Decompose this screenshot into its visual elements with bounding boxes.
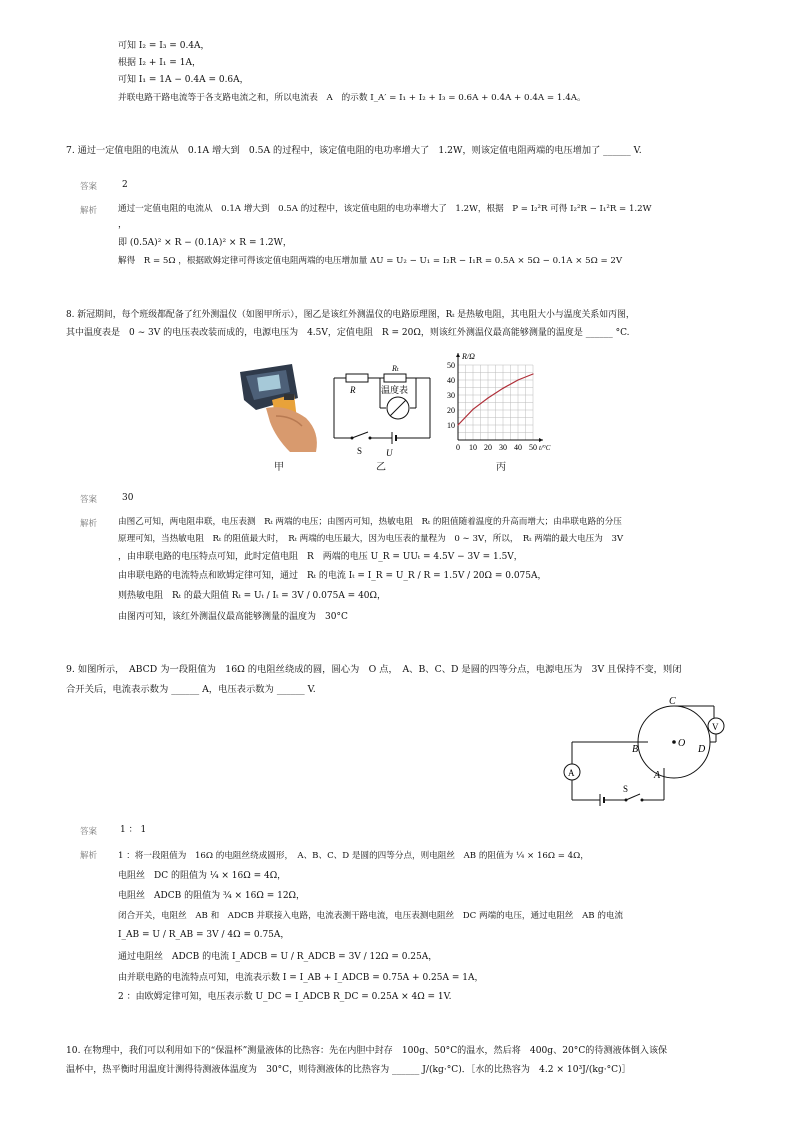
q9-analysis-3: 电阻丝 ADCB 的阻值为 ¾ × 16Ω = 12Ω， [118,891,306,901]
chart-y-tick-label: 30 [447,391,455,400]
q8-analysis-6: 由图丙可知，该红外测温仪最高能够测量的温度为 30°C [118,612,348,622]
chart-point [457,424,458,425]
chart-x-arrow [539,438,543,442]
q9-analysis-5: I_AB = U / R_AB = 3V / 4Ω = 0.75A， [118,930,290,940]
chart-x-tick-label: 20 [484,443,492,452]
point-a-label: A [654,770,661,781]
q8-question-1: 8. 新冠期间，每个班级都配备了红外测温仪（如图甲所示），图乙是该红外测温仪的电路原理图，Rₜ 是热敏电阻，其电阻大小与温度关系如丙图， [66,310,635,320]
q8-analysis-1: 由图乙可知，两电阻串联，电压表测 Rₜ 两端的电压；由图丙可知，热敏电阻 Rₜ 的阻值随着温度的升高而增大；由串联电路的分压 [118,517,622,527]
q7-question: 7. 通过一定值电阻的电流从 0.1A 增大到 0.5A 的过程中，该定值电阻的电功率增大了 1.2W，则该定值电阻两端的电压增加了 ______ V. [66,145,642,156]
chart-y-tick-label: 20 [447,406,455,415]
q9-analysis-7: 由并联电路的电流特点可知，电流表示数 I = I_AB + I_ADCB = 0.75A + 0.25A = 1A， [118,973,484,983]
q9-answer-label: 答案 [80,827,98,837]
ammeter-label: A [568,768,575,778]
q7-analysis-4: 解得 R = 5Ω ，根据欧姆定律可得该定值电阻两端的电压增加量 ΔU = U₂ − U₁ = I₂R − I₁R = 0.5A × 5Ω − 0.1A × 5Ω = 2V [118,256,623,266]
chart-x-axis-label: t/°C [539,444,551,452]
q9-analysis-1: 1 ：将一段阻值为 16Ω 的电阻丝绕成圆形， A、B、C、D 是圆的四等分点，则电阻丝 AB 的阻值为 ¼ × 16Ω = 4Ω， [118,851,589,861]
fig-label-jia: 甲 [274,462,284,473]
chart-x-tick-label: 40 [514,443,522,452]
q9-analysis-8: 2 ：由欧姆定律可知，电压表示数 U_DC = I_ADCB R_DC = 0.25A × 4Ω = 1V. [118,992,452,1002]
source-u-label: U [386,448,393,458]
top-line-1: 可知 I₂ = I₃ = 0.4A， [118,41,210,51]
thermo-meter-label: 温度表 [381,385,409,395]
top-line-3: 可知 I₁ = 1A − 0.4A = 0.6A， [118,75,249,85]
q9-question-2: 合开关后，电流表示数为 ______ A，电压表示数为 ______ V. [66,684,316,695]
point-c-label: C [669,696,676,707]
fig-label-bing: 丙 [496,462,506,473]
switch-s-label-2: S [623,784,629,794]
q9-answer: 1 ： 1 [120,825,147,835]
chart-point [472,409,473,410]
chart-x-tick-label: 30 [499,443,507,452]
q7-analysis-2: ， [118,220,128,230]
q8-question-2: 其中温度表是 0 ∼ 3V 的电压表改装而成的，电源电压为 4.5V，定值电阻 R = 20Ω，则该红外测温仪最高能够测量的温度是 ______ °C. [66,328,630,338]
top-line-2: 根据 I₂ + I₁ = 1A， [118,58,201,68]
q9-analysis-6: 通过电阻丝 ADCB 的电流 I_ADCB = U / R_ADCB = 3V / 12Ω = 0.25A， [118,952,438,962]
q8-analysis-5: 则热敏电阻 Rₜ 的最大阻值 Rₜ = Uₜ / Iₜ = 3V / 0.075A = 40Ω， [118,591,386,601]
q9-analysis-2: 电阻丝 DC 的阻值为 ¼ × 16Ω = 4Ω， [118,871,287,881]
chart-x-tick-label: 50 [529,443,537,452]
chart-point [487,397,488,398]
q10-question-2: 温杯中，热平衡时用温度计测得待测液体温度为 30°C，则待测液体的比热容为 ______ J/(kg·°C)．［水的比热容为 4.2 × 10³J/(kg·°C)］ [66,1065,631,1075]
fig-label-yi: 乙 [376,462,386,473]
resistance-temperature-chart [434,342,564,460]
point-b-label: B [632,744,639,755]
chart-x-tick-label: 0 [456,443,460,452]
q8-analysis-3: ，由串联电路的电压特点可知，此时定值电阻 R 两端的电压 U_R = UUₜ = 4.5V − 3V = 1.5V， [118,552,523,562]
chart-point [502,388,503,389]
q7-analysis-1: 通过一定值电阻的电流从 0.1A 增大到 0.5A 的过程中，该定值电阻的电功率增大了 1.2W，根据 P = I₂²R 可得 I₂²R − I₁²R = 1.2W [118,204,652,214]
chart-y-tick-label: 50 [447,361,455,370]
q8-analysis-label: 解析 [80,519,98,529]
q7-answer: 2 [122,180,128,190]
chart-point [517,379,518,380]
q7-answer-label: 答案 [80,182,98,192]
resistor-rt-label: Rₜ [392,364,399,373]
q8-answer: 30 [122,493,134,503]
circle-wire-circuit-figure [556,696,742,806]
q10-question-1: 10. 在物理中，我们可以利用如下的“保温杯”测量液体的比热容：先在内胆中封存 100g、50°C的温水，然后将 400g、20°C的待测液体倒入该保 [66,1046,668,1056]
q8-answer-label: 答案 [80,495,98,505]
voltmeter-label: V [712,722,719,732]
q9-analysis-4: 闭合开关，电阻丝 AB 和 ADCB 并联接入电路，电流表测干路电流，电压表测电阻丝 DC 两端的电压，通过电阻丝 AB 的电流 [118,911,624,921]
point-o-label: O [678,738,686,749]
chart-x-tick-label: 10 [469,443,477,452]
resistor-r-label: R [350,385,356,395]
q7-analysis-3: 即 (0.5A)² × R − (0.1A)² × R = 1.2W， [118,238,292,248]
series-circuit-figure [330,360,434,460]
q8-analysis-2: 原理可知，当热敏电阻 Rₜ 的阻值最大时， Rₜ 两端的电压最大，因为电压表的量程为 0 ∼ 3V，所以， Rₜ 两端的最大电压为 3V [118,534,624,544]
chart-y-tick-label: 40 [447,376,455,385]
q8-analysis-4: 由串联电路的电流特点和欧姆定律可知，通过 Rₜ 的电流 Iₜ = I_R = U_R / R = 1.5V / 20Ω = 0.075A， [118,571,547,581]
top-line-4: 并联电路干路电流等于各支路电流之和，所以电流表 A 的示数 I_A′ = I₁ + I₂ + I₃ = 0.6A + 0.4A + 0.4A = 1.4A。 [118,93,586,103]
infrared-thermometer-figure [236,358,322,454]
q7-analysis-label: 解析 [80,206,98,216]
chart-y-axis-label: R/Ω [462,352,475,361]
chart-point [532,373,533,374]
q9-analysis-label: 解析 [80,851,98,861]
chart-y-arrow [456,353,460,357]
switch-s-label: S [357,446,363,456]
point-d-label: D [698,744,706,755]
chart-y-tick-label: 10 [447,421,455,430]
q9-question-1: 9. 如图所示， ABCD 为一段阻值为 16Ω 的电阻丝绕成的圆，圆心为 O 点， A、B、C、D 是圆的四等分点，电源电压为 3V 且保持不变，则闭 [66,664,682,675]
